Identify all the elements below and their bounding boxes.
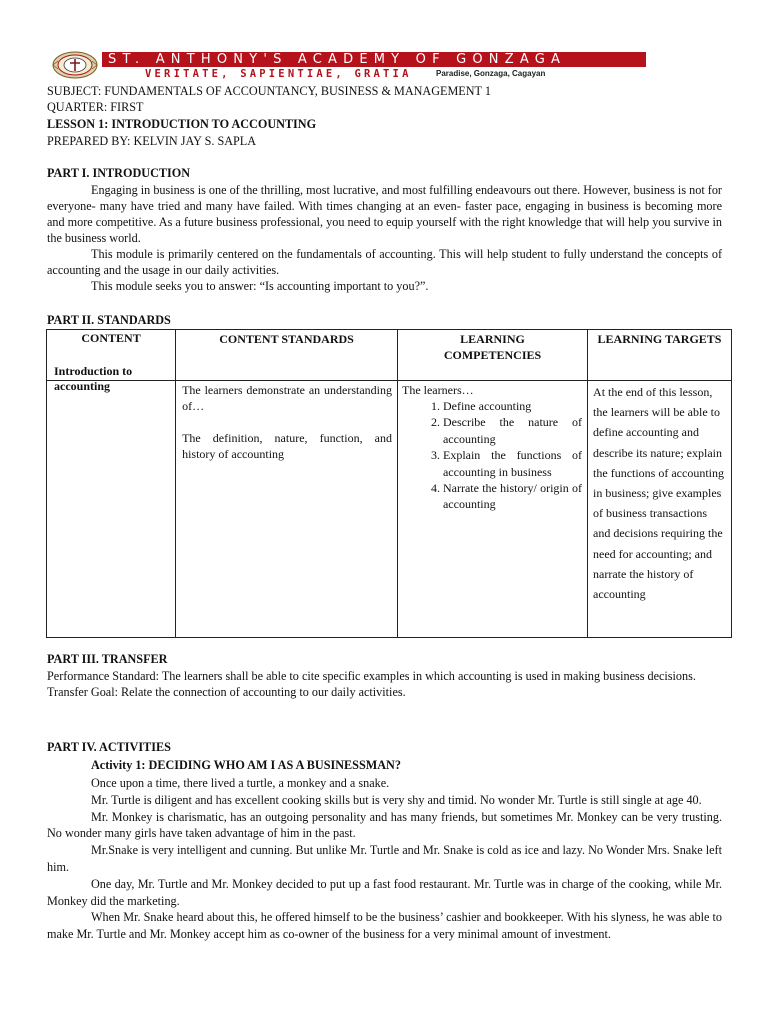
story-paragraph: Mr.Snake is very intelligent and cunning. But unlike Mr. Turtle and Mr. Snake is cold as ice and lazy. No Wonder Mrs. Snake left him.	[47, 843, 722, 874]
content-header: CONTENT	[81, 331, 141, 345]
school-location: Paradise, Gonzaga, Cagayan	[436, 69, 546, 78]
part2-heading: PART II. STANDARDS	[47, 313, 171, 327]
school-motto: VERITATE, SAPIENTIAE, GRATIA	[145, 68, 412, 80]
activity-title: Activity 1: DECIDING WHO AM I AS A BUSINESSMAN?	[91, 758, 401, 772]
part4-body	[47, 775, 722, 943]
part4-heading: PART IV. ACTIVITIES	[47, 740, 171, 754]
part1-paragraph: This module is primarily centered on the fundamentals of accounting. This will help student to fully understand the concepts of accounting and the usage in our daily activities.	[47, 247, 722, 277]
prepared-by-line: PREPARED BY: KELVIN JAY S. SAPLA	[47, 134, 257, 148]
content-cell	[47, 381, 176, 638]
school-name: ST. ANTHONY'S ACADEMY OF GONZAGA	[108, 52, 567, 67]
content-standards-header: CONTENT STANDARDS	[176, 330, 398, 381]
competencies-intro: The learners…	[401, 383, 474, 397]
standards-table	[46, 329, 732, 638]
part3-body	[47, 668, 722, 700]
subject-line: SUBJECT: FUNDAMENTALS OF ACCOUNTANCY, BUSINESS & MANAGEMENT 1	[47, 84, 491, 98]
list-item: 1. Define accounting	[443, 398, 582, 414]
story-paragraph: One day, Mr. Turtle and Mr. Monkey decided to put up a fast food restaurant. Mr. Turtle was in charge of the cooking, while Mr. Monkey did the marketing.	[47, 876, 722, 908]
school-seal-icon	[50, 50, 100, 80]
part3-heading: PART III. TRANSFER	[47, 652, 168, 666]
list-item: 3. Explain the functions of accounting in business	[443, 447, 582, 480]
list-item: 2. Describe the nature of accounting	[443, 414, 582, 447]
school-banner	[50, 50, 646, 80]
learning-targets-cell: At the end of this lesson, the learners will be able to define accounting and describe its nature; explain the functions of accounting in business; give examples of business transactions and decisions requiring the need for accounting; and narrate the history of accounting	[588, 381, 732, 638]
competencies-list	[402, 398, 582, 513]
story-paragraph: Mr. Monkey is charismatic, has an outgoing personality and has many friends, but sometimes Mr. Monkey can be very trusting. No wonder many girls have taken advantage of him in the past.	[47, 809, 722, 841]
transfer-goal: Transfer Goal: Relate the connection of accounting to our daily activities.	[47, 685, 406, 699]
learning-targets-header: LEARNING TARGETS	[588, 330, 732, 381]
story-paragraph: When Mr. Snake heard about this, he offered himself to be the business’ cashier and bookkeeper. With his slyness, he was able to make Mr. Turtle and Mr. Monkey accept him as co-owner of the business for a very minimal amount of investment.	[47, 910, 722, 942]
part1-body	[47, 182, 722, 294]
list-item: 4. Narrate the history/ origin of accounting	[443, 480, 582, 513]
content-topic: Introduction to accounting	[54, 364, 133, 393]
quarter-line: QUARTER: FIRST	[47, 100, 144, 114]
learning-competencies-header: LEARNING COMPETENCIES	[397, 330, 587, 381]
content-standards-intro: The learners demonstrate an understanding of…	[182, 383, 392, 413]
content-standards-cell	[176, 381, 398, 638]
lesson-line: LESSON 1: INTRODUCTION TO ACCOUNTING	[47, 117, 317, 131]
content-standards-detail: The definition, nature, function, and history of accounting	[182, 431, 392, 461]
story-paragraph: Once upon a time, there lived a turtle, a monkey and a snake.	[91, 776, 390, 790]
part1-paragraph: Engaging in business is one of the thrilling, most lucrative, and most fulfilling endeavours out there. However, business is not for everyone- many have tried and many have failed. With times changing at an even- faster pace, engaging in business is becoming more and more competitive. As a future business professional, you need to equip yourself with the right knowledge that will help you survive in the business world.	[47, 183, 722, 245]
performance-standard: Performance Standard: The learners shall be able to cite specific examples in which accounting is used in making business decisions.	[47, 669, 696, 683]
content-header-cell	[47, 330, 176, 393]
part1-paragraph: This module seeks you to answer: “Is accounting important to you?”.	[91, 279, 429, 293]
learning-competencies-cell	[397, 381, 587, 638]
story-paragraph: Mr. Turtle is diligent and has excellent cooking skills but is very shy and timid. No wonder Mr. Turtle is still single at age 40.	[91, 792, 702, 807]
part1-heading: PART I. INTRODUCTION	[47, 166, 191, 180]
